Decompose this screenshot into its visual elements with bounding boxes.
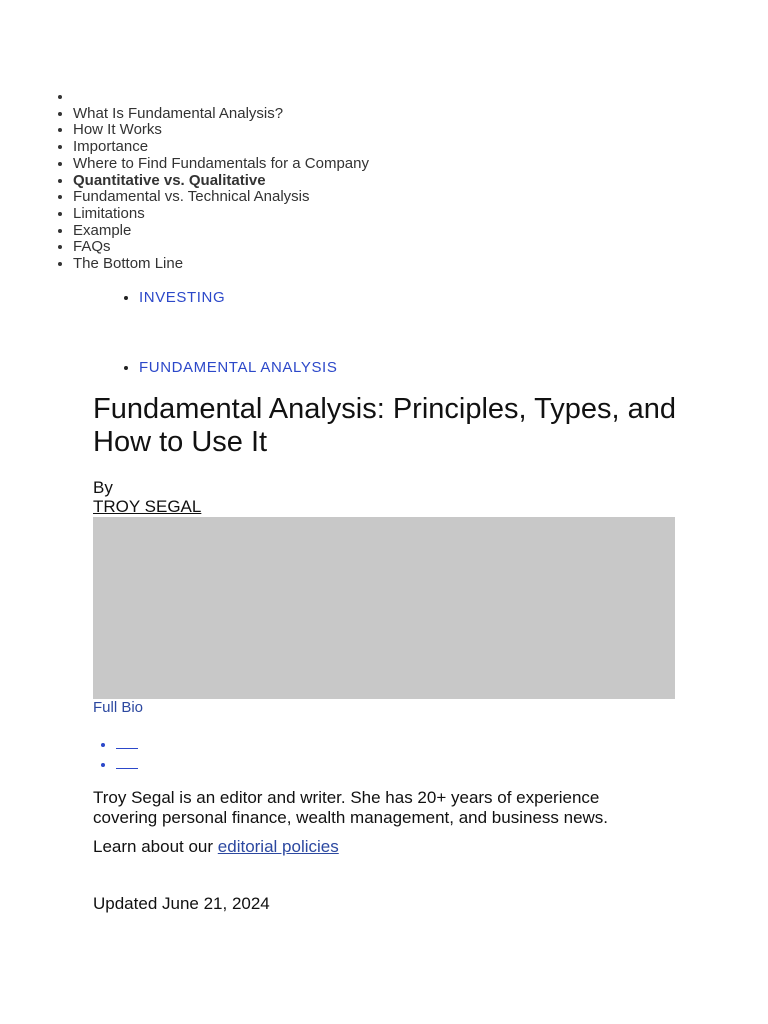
breadcrumb-item bbox=[139, 359, 337, 376]
author-link[interactable]: TROY SEGAL bbox=[93, 497, 202, 516]
toc-item[interactable] bbox=[73, 256, 369, 273]
toc-link[interactable]: What Is Fundamental Analysis? bbox=[73, 104, 284, 122]
toc-link[interactable]: Importance bbox=[73, 138, 149, 156]
editorial-note-prefix: Learn about our bbox=[93, 837, 214, 856]
toc-item[interactable] bbox=[73, 239, 369, 256]
author-bio: Troy Segal is an editor and writer. She has 20+ years of experience covering personal finance, wealth management, and business news. bbox=[93, 788, 609, 827]
social-item bbox=[116, 754, 138, 774]
social-link[interactable] bbox=[116, 754, 138, 769]
table-of-contents bbox=[33, 89, 369, 273]
author-social-links bbox=[76, 734, 138, 774]
editorial-note bbox=[93, 837, 339, 857]
updated-date: Updated June 21, 2024 bbox=[93, 894, 270, 913]
byline bbox=[93, 478, 201, 516]
toc-link[interactable]: How It Works bbox=[73, 121, 162, 139]
social-link[interactable] bbox=[116, 734, 138, 749]
toc-item[interactable] bbox=[73, 106, 369, 123]
breadcrumb-link-investing[interactable]: INVESTING bbox=[139, 289, 226, 306]
author-image-placeholder bbox=[93, 517, 675, 699]
full-bio-link[interactable]: Full Bio bbox=[93, 699, 144, 716]
toc-item[interactable] bbox=[73, 139, 369, 156]
editorial-policies-link[interactable]: editorial policies bbox=[217, 837, 339, 856]
toc-item-active[interactable] bbox=[73, 173, 369, 190]
toc-item[interactable] bbox=[73, 223, 369, 240]
toc-link[interactable]: Where to Find Fundamentals for a Company bbox=[73, 154, 369, 172]
breadcrumb bbox=[99, 289, 225, 306]
social-item bbox=[116, 734, 138, 754]
byline-label: By bbox=[93, 478, 113, 497]
toc-item[interactable] bbox=[73, 206, 369, 223]
breadcrumb-item bbox=[139, 289, 225, 306]
toc-link[interactable]: Limitations bbox=[73, 204, 145, 222]
toc-item[interactable] bbox=[73, 156, 369, 173]
breadcrumb bbox=[99, 359, 337, 376]
toc-link[interactable]: The Bottom Line bbox=[73, 255, 184, 273]
toc-link[interactable]: FAQs bbox=[73, 238, 111, 256]
toc-item[interactable] bbox=[73, 189, 369, 206]
toc-link[interactable]: Fundamental vs. Technical Analysis bbox=[73, 188, 310, 206]
toc-link[interactable]: Quantitative vs. Qualitative bbox=[73, 171, 266, 189]
toc-item[interactable] bbox=[73, 122, 369, 139]
toc-link[interactable]: Example bbox=[73, 221, 132, 239]
breadcrumb-link-fundamental-analysis[interactable]: FUNDAMENTAL ANALYSIS bbox=[139, 359, 338, 376]
page-title: Fundamental Analysis: Principles, Types, and How to Use It bbox=[93, 393, 677, 458]
toc-item-empty bbox=[73, 89, 369, 106]
